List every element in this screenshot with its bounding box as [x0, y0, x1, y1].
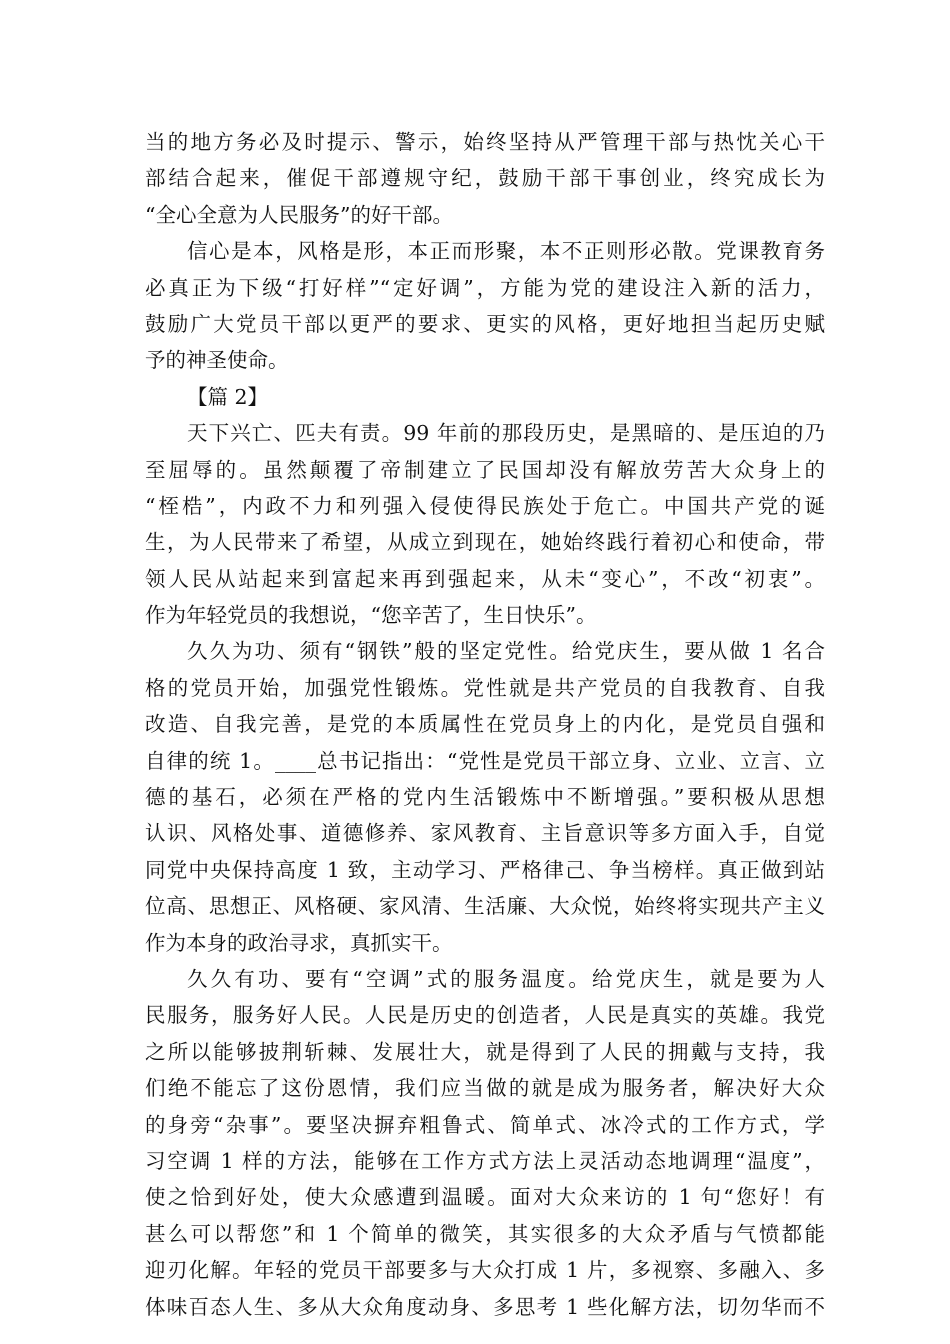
paragraph-start-line: 信心是本，风格是形，本正而形聚，本不正则形必散。党课教育务 [187, 239, 825, 264]
text-line: 自律的统 1。____总书记指出：“党性是党员干部立身、立业、立言、立 [145, 748, 825, 773]
text-line: 格的党员开始，加强党性锻炼。党性就是共产党员的自我教育、自我 [145, 675, 825, 700]
text-line: 体味百态人生、多从大众角度动身、多思考 1 些化解方法，切勿华而不 [145, 1294, 825, 1319]
text-line: “桎梏”，内政不力和列强入侵使得民族处于危亡。中国共产党的诞 [145, 493, 825, 518]
text-line: 民服务，服务好人民。人民是历史的创造者，人民是真实的英雄。我党 [145, 1003, 825, 1028]
text-line: 位高、思想正、风格硬、家风清、生活廉、大众悦，始终将实现共产主义 [145, 894, 825, 919]
text-line: 生，为人民带来了希望，从成立到现在，她始终践行着初心和使命，带 [145, 530, 825, 555]
paragraph-start-line: 久久有功、要有“空调”式的服务温度。给党庆生，就是要为人 [187, 966, 825, 991]
text-line: 们绝不能忘了这份恩情，我们应当做的就是成为服务者，解决好大众 [145, 1076, 825, 1101]
text-line: 使之恰到好处，使大众感遭到温暖。面对大众来访的 1 句“您好！有 [145, 1185, 825, 1210]
document-body [145, 124, 825, 1325]
text-line: 同党中央保持高度 1 致，主动学习、严格律己、争当榜样。真正做到站 [145, 857, 825, 882]
text-line: 鼓励广大党员干部以更严的要求、更实的风格，更好地担当起历史赋 [145, 311, 825, 336]
paragraph-start-line: 久久为功、须有“钢铁”般的坚定党性。给党庆生，要从做 1 名合 [187, 639, 825, 664]
text-line: “全心全意为人民服务”的好干部。 [145, 202, 453, 227]
text-line: 之所以能够披荆斩棘、发展壮大，就是得到了人民的拥戴与支持，我 [145, 1039, 825, 1064]
text-line: 作为本身的政治寻求，真抓实干。 [145, 930, 453, 955]
text-line: 改造、自我完善，是党的本质属性在党员身上的内化，是党员自强和 [145, 712, 825, 737]
text-line: 甚么可以帮您”和 1 个简单的微笑，其实很多的大众矛盾与气愤都能 [145, 1221, 825, 1246]
text-line: 当的地方务必及时提示、警示，始终坚持从严管理干部与热忱关心干 [145, 130, 825, 154]
text-line: 习空调 1 样的方法，能够在工作方式方法上灵活动态地调理“温度”， [145, 1148, 825, 1173]
text-line: 德的基石，必须在严格的党内生活锻炼中不断增强。”要积极从思想 [145, 785, 825, 810]
paragraph-start-line: 天下兴亡、匹夫有责。99 年前的那段历史，是黑暗的、是压迫的乃 [187, 421, 825, 446]
text-line: 作为年轻党员的我想说，“您辛苦了，生日快乐”。 [145, 603, 597, 628]
text-line: 认识、风格处事、道德修养、家风教育、主旨意识等多方面入手，自觉 [145, 821, 825, 846]
text-line: 的身旁“杂事”。要坚决摒弃粗鲁式、简单式、冰冷式的工作方式，学 [145, 1112, 825, 1137]
text-line: 予的神圣使命。 [145, 348, 289, 373]
text-line: 必真正为下级“打好样”“定好调”，方能为党的建设注入新的活力， [145, 275, 825, 300]
text-line: 部结合起来，催促干部遵规守纪，鼓励干部干事创业，终究成长为 [145, 166, 825, 191]
text-line: 至屈辱的。虽然颠覆了帝制建立了民国却没有解放劳苦大众身上的 [145, 457, 825, 482]
section-heading: 【篇 2】 [187, 384, 269, 409]
text-line: 领人民从站起来到富起来再到强起来，从未“变心”，不改“初衷”。 [145, 566, 825, 591]
text-line: 迎刃化解。年轻的党员干部要多与大众打成 1 片，多视察、多融入、多 [145, 1258, 825, 1283]
